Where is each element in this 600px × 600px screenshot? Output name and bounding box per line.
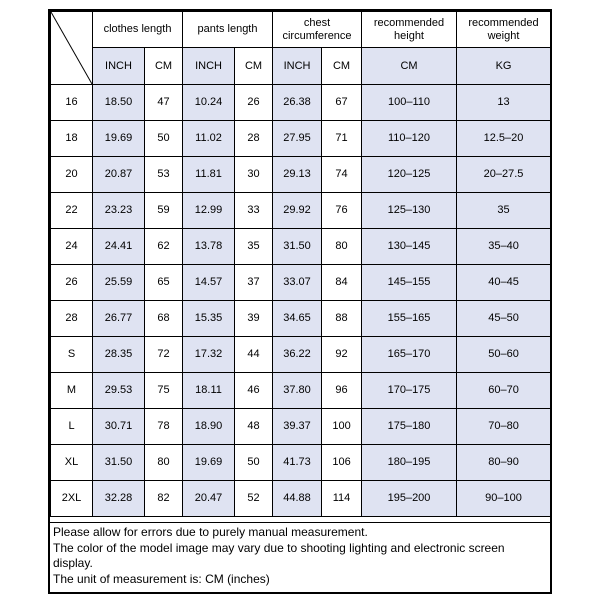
cell-chest-inch: 31.50 <box>273 229 322 265</box>
cell-height: 180–195 <box>362 445 457 481</box>
unit-pants-cm: CM <box>235 48 273 85</box>
note-manual-measurement: Please allow for errors due to purely manual measurement. <box>53 525 368 539</box>
cell-height: 155–165 <box>362 301 457 337</box>
unit-height-cm: CM <box>362 48 457 85</box>
cell-pants-cm: 35 <box>235 229 273 265</box>
cell-chest-cm: 76 <box>322 193 362 229</box>
cell-chest-cm: 88 <box>322 301 362 337</box>
cell-chest-inch: 36.22 <box>273 337 322 373</box>
cell-height: 110–120 <box>362 121 457 157</box>
cell-size: 22 <box>51 193 93 229</box>
header-recommended-height: recommended height <box>362 12 457 48</box>
cell-size: 20 <box>51 157 93 193</box>
cell-clothes-cm: 68 <box>145 301 183 337</box>
cell-chest-cm: 114 <box>322 481 362 517</box>
table-row <box>51 85 551 121</box>
cell-size: 26 <box>51 265 93 301</box>
cell-chest-inch: 33.07 <box>273 265 322 301</box>
unit-clothes-inch: INCH <box>93 48 145 85</box>
cell-pants-cm: 28 <box>235 121 273 157</box>
notes-block <box>50 522 550 594</box>
cell-chest-cm: 71 <box>322 121 362 157</box>
size-table <box>50 11 551 517</box>
unit-row <box>51 48 551 85</box>
cell-height: 130–145 <box>362 229 457 265</box>
header-pants-length: pants length <box>183 12 273 48</box>
cell-size: M <box>51 373 93 409</box>
cell-clothes-cm: 78 <box>145 409 183 445</box>
cell-chest-cm: 92 <box>322 337 362 373</box>
unit-chest-cm: CM <box>322 48 362 85</box>
table-row <box>51 301 551 337</box>
cell-pants-cm: 39 <box>235 301 273 337</box>
table-row <box>51 409 551 445</box>
cell-clothes-cm: 47 <box>145 85 183 121</box>
cell-clothes-inch: 30.71 <box>93 409 145 445</box>
cell-chest-cm: 74 <box>322 157 362 193</box>
cell-clothes-cm: 72 <box>145 337 183 373</box>
cell-pants-cm: 37 <box>235 265 273 301</box>
header-chest-circumference: chest circumference <box>273 12 362 48</box>
cell-weight: 50–60 <box>457 337 551 373</box>
table-row <box>51 229 551 265</box>
cell-chest-inch: 29.13 <box>273 157 322 193</box>
table-row <box>51 373 551 409</box>
cell-weight: 20–27.5 <box>457 157 551 193</box>
cell-chest-cm: 96 <box>322 373 362 409</box>
cell-pants-cm: 52 <box>235 481 273 517</box>
cell-height: 125–130 <box>362 193 457 229</box>
cell-weight: 90–100 <box>457 481 551 517</box>
cell-clothes-inch: 28.35 <box>93 337 145 373</box>
table-row <box>51 157 551 193</box>
cell-chest-inch: 27.95 <box>273 121 322 157</box>
cell-pants-cm: 48 <box>235 409 273 445</box>
cell-weight: 12.5–20 <box>457 121 551 157</box>
cell-pants-cm: 26 <box>235 85 273 121</box>
cell-pants-inch: 14.57 <box>183 265 235 301</box>
cell-pants-inch: 11.81 <box>183 157 235 193</box>
cell-clothes-inch: 32.28 <box>93 481 145 517</box>
cell-height: 120–125 <box>362 157 457 193</box>
cell-pants-inch: 18.11 <box>183 373 235 409</box>
cell-chest-inch: 37.80 <box>273 373 322 409</box>
cell-clothes-cm: 59 <box>145 193 183 229</box>
cell-clothes-cm: 53 <box>145 157 183 193</box>
cell-size: 18 <box>51 121 93 157</box>
cell-pants-inch: 17.32 <box>183 337 235 373</box>
cell-height: 170–175 <box>362 373 457 409</box>
corner-cell <box>51 12 93 85</box>
cell-clothes-inch: 19.69 <box>93 121 145 157</box>
cell-pants-inch: 12.99 <box>183 193 235 229</box>
cell-clothes-inch: 25.59 <box>93 265 145 301</box>
cell-chest-cm: 80 <box>322 229 362 265</box>
cell-clothes-cm: 65 <box>145 265 183 301</box>
cell-weight: 35–40 <box>457 229 551 265</box>
cell-clothes-cm: 75 <box>145 373 183 409</box>
cell-clothes-cm: 50 <box>145 121 183 157</box>
cell-clothes-cm: 80 <box>145 445 183 481</box>
cell-pants-inch: 18.90 <box>183 409 235 445</box>
cell-weight: 70–80 <box>457 409 551 445</box>
cell-pants-inch: 13.78 <box>183 229 235 265</box>
cell-chest-inch: 41.73 <box>273 445 322 481</box>
cell-chest-inch: 34.65 <box>273 301 322 337</box>
cell-clothes-inch: 31.50 <box>93 445 145 481</box>
table-row <box>51 481 551 517</box>
cell-size: 24 <box>51 229 93 265</box>
cell-weight: 45–50 <box>457 301 551 337</box>
cell-pants-inch: 20.47 <box>183 481 235 517</box>
cell-weight: 35 <box>457 193 551 229</box>
cell-weight: 60–70 <box>457 373 551 409</box>
cell-pants-inch: 19.69 <box>183 445 235 481</box>
cell-weight: 40–45 <box>457 265 551 301</box>
cell-chest-inch: 26.38 <box>273 85 322 121</box>
cell-chest-cm: 67 <box>322 85 362 121</box>
cell-clothes-inch: 26.77 <box>93 301 145 337</box>
cell-size: XL <box>51 445 93 481</box>
cell-chest-inch: 29.92 <box>273 193 322 229</box>
cell-weight: 13 <box>457 85 551 121</box>
header-row <box>51 12 551 48</box>
cell-size: 16 <box>51 85 93 121</box>
cell-pants-cm: 33 <box>235 193 273 229</box>
cell-clothes-cm: 82 <box>145 481 183 517</box>
cell-clothes-inch: 18.50 <box>93 85 145 121</box>
note-color-variation: The color of the model image may vary due to shooting lighting and electronic screen display. <box>53 540 505 570</box>
unit-pants-inch: INCH <box>183 48 235 85</box>
cell-clothes-inch: 24.41 <box>93 229 145 265</box>
cell-height: 165–170 <box>362 337 457 373</box>
cell-size: L <box>51 409 93 445</box>
cell-pants-inch: 10.24 <box>183 85 235 121</box>
table-row <box>51 121 551 157</box>
cell-size: S <box>51 337 93 373</box>
cell-chest-cm: 100 <box>322 409 362 445</box>
cell-height: 175–180 <box>362 409 457 445</box>
cell-clothes-inch: 20.87 <box>93 157 145 193</box>
unit-chest-inch: INCH <box>273 48 322 85</box>
note-unit: The unit of measurement is: CM (inches) <box>53 571 270 586</box>
cell-weight: 80–90 <box>457 445 551 481</box>
cell-chest-inch: 44.88 <box>273 481 322 517</box>
cell-chest-cm: 106 <box>322 445 362 481</box>
table-row <box>51 193 551 229</box>
diagonal-line-icon <box>51 12 92 84</box>
cell-pants-inch: 11.02 <box>183 121 235 157</box>
table-row <box>51 445 551 481</box>
cell-chest-inch: 39.37 <box>273 409 322 445</box>
cell-height: 195–200 <box>362 481 457 517</box>
unit-weight-kg: KG <box>457 48 551 85</box>
table-row <box>51 337 551 373</box>
unit-clothes-cm: CM <box>145 48 183 85</box>
cell-chest-cm: 84 <box>322 265 362 301</box>
header-clothes-length: clothes length <box>93 12 183 48</box>
cell-clothes-inch: 29.53 <box>93 373 145 409</box>
cell-height: 100–110 <box>362 85 457 121</box>
cell-height: 145–155 <box>362 265 457 301</box>
cell-pants-cm: 30 <box>235 157 273 193</box>
header-recommended-weight: recommended weight <box>457 12 551 48</box>
cell-size: 28 <box>51 301 93 337</box>
table-row <box>51 265 551 301</box>
cell-clothes-inch: 23.23 <box>93 193 145 229</box>
cell-pants-cm: 46 <box>235 373 273 409</box>
size-chart <box>48 9 552 594</box>
cell-clothes-cm: 62 <box>145 229 183 265</box>
cell-pants-cm: 50 <box>235 445 273 481</box>
cell-size: 2XL <box>51 481 93 517</box>
cell-pants-inch: 15.35 <box>183 301 235 337</box>
cell-pants-cm: 44 <box>235 337 273 373</box>
